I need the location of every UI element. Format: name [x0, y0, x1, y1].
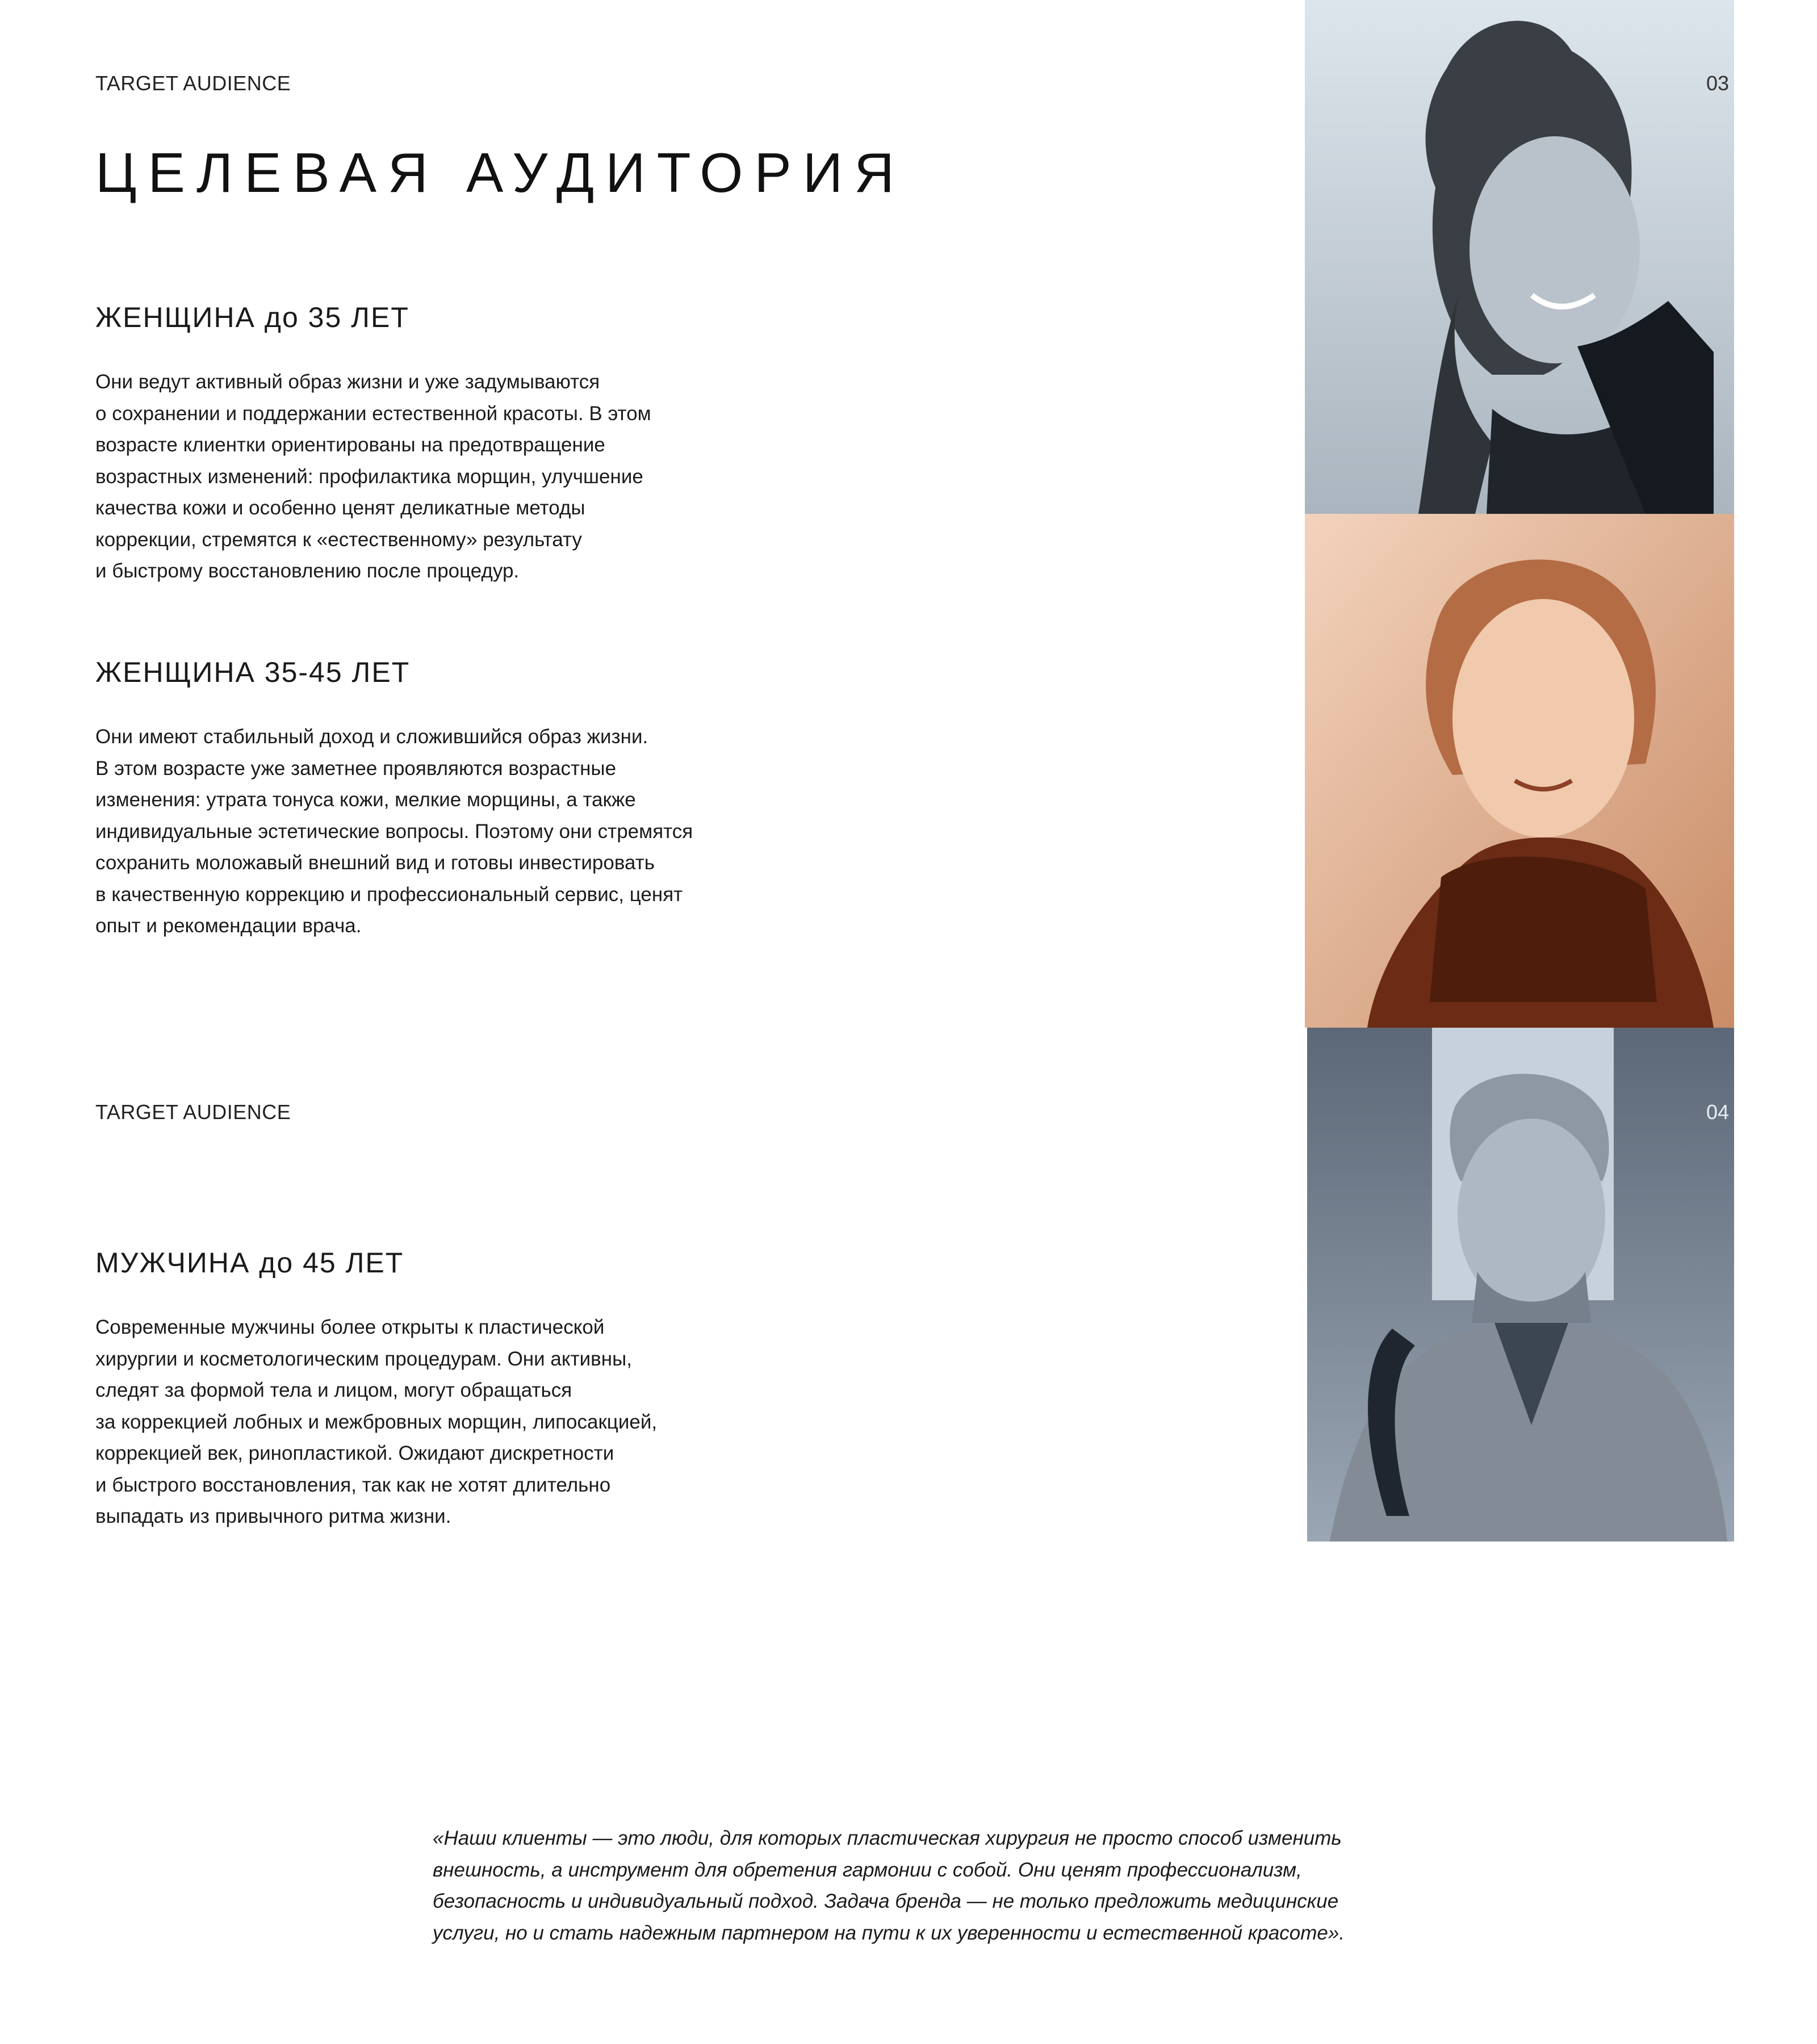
- segment-description: Они имеют стабильный доход и сложившийся образ жизни. В этом возрасте уже заметнее проявляются возрастные изменения: утрата тонуса кожи, мелкие морщины, а также индивидуальные эстетические вопросы. Поэтому они стремятся сохранить моложавый внешний вид и готовы инвестировать в качественную коррекцию и профессиональный сервис, ценят опыт и рекомендации врача.: [95, 726, 693, 937]
- brand-quote: «Наши клиенты — это люди, для которых пластическая хирургия не просто способ изменить внешность, а инструмент для обретения гармонии с собой. Они ценят профессионализм, безопасность и индивидуальный подход. Задача бренда — не только предложить медицинские услуги, но и стать надежным партнером на пути к их уверенности и естественной красоте».: [433, 1827, 1345, 1944]
- page-title: ЦЕЛЕВАЯ АУДИТОРИЯ: [95, 141, 906, 204]
- woman-portrait-photo: [1305, 514, 1734, 1028]
- page-number: 04: [1706, 1100, 1730, 1124]
- segment-heading: ЖЕНЩИНА 35-45 ЛЕТ: [95, 656, 411, 688]
- section-label: TARGET AUDIENCE: [95, 72, 291, 95]
- page-number: 03: [1706, 72, 1730, 95]
- segment-description: Современные мужчины более открыты к пластической хирургии и косметологическим процедурам. Они активны, следят за формой тела и лицом, могут обращаться за коррекцией лобных и межбровных морщин, липосакцией, коррекцией век, ринопластикой. Ожидают дискретности и быстрого восстановления, так как не хотят длительно выпадать из привычного ритма жизни.: [95, 1316, 658, 1527]
- segment-heading: ЖЕНЩИНА до 35 ЛЕТ: [95, 301, 409, 333]
- segment-heading: МУЖЧИНА до 45 ЛЕТ: [95, 1247, 404, 1279]
- segment-description: Они ведут активный образ жизни и уже задумываются о сохранении и поддержании естественной красоты. В этом возрасте клиентки ориентированы на предотвращение возрастных изменений: профилактика морщин, улучшение качества кожи и особенно ценят деликатные методы коррекции, стремятся к «естественному» результату и быстрому восстановлению после процедур.: [95, 371, 651, 582]
- woman-portrait-photo: [1305, 0, 1734, 514]
- man-portrait-photo: [1307, 1028, 1734, 1542]
- section-label: TARGET AUDIENCE: [95, 1100, 291, 1124]
